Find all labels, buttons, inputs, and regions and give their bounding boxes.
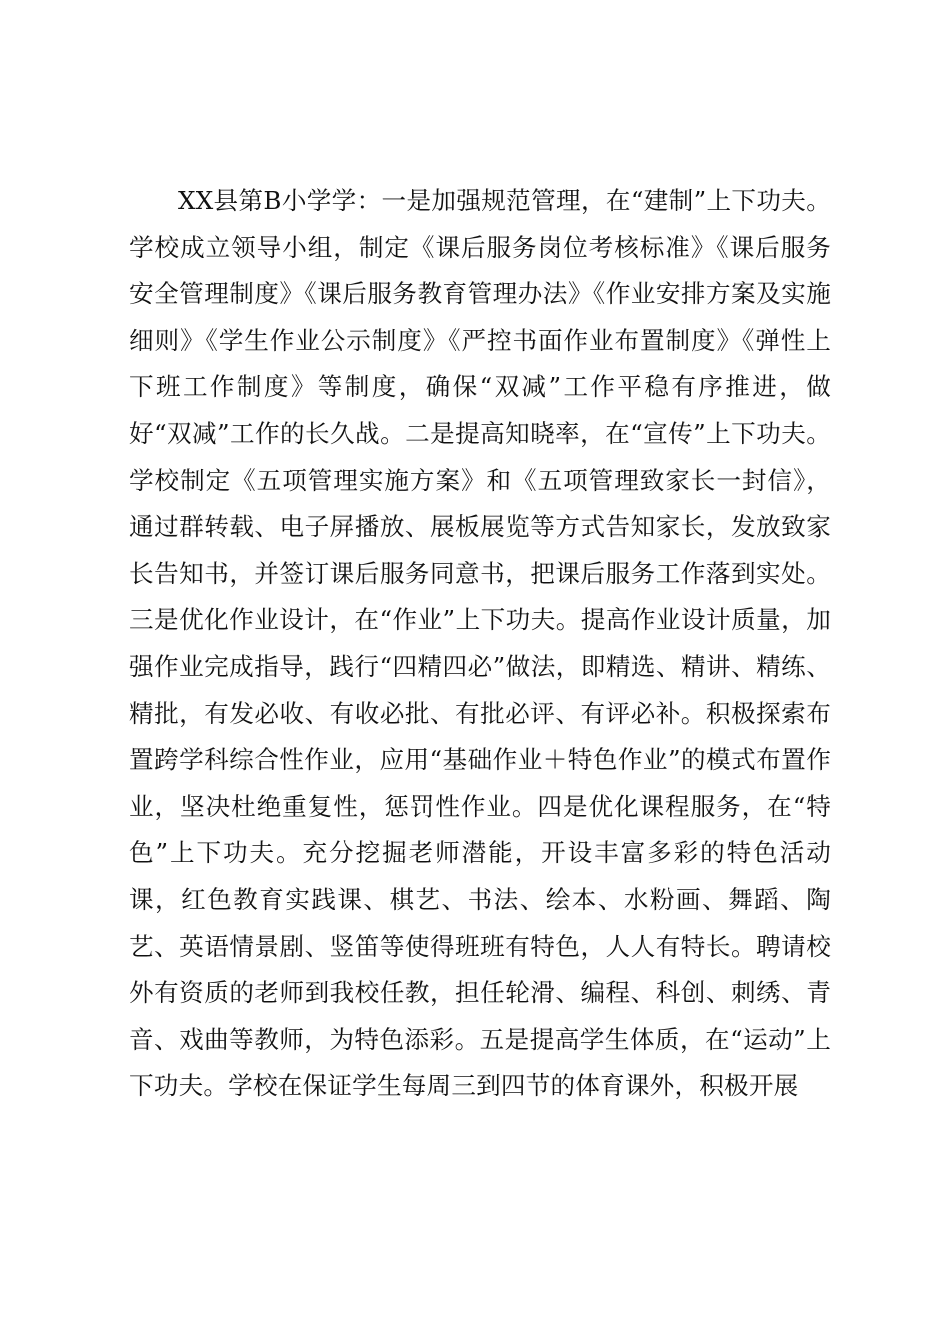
- body-paragraph: XX县第B小学学：一是加强规范管理，在“建制”上下功夫。学校成立领导小组，制定《课后服务岗位考核标准》《课后服务安全管理制度》《课后服务教育管理办法》《作业安排方案及实施细则》《学生作业公示制度》《严控书面作业布置制度》《弹性上下班工作制度》等制度，确保“双减”工作平稳有序推进，做好“双减”工作的长久战。二是提高知晓率，在“宣传”上下功夫。学校制定《五项管理实施方案》和《五项管理致家长一封信》，通过群转载、电子屏播放、展板展览等方式告知家长，发放致家长告知书，并签订课后服务同意书，把课后服务工作落到实处。三是优化作业设计，在“作业”上下功夫。提高作业设计质量，加强作业完成指导，践行“四精四必”做法，即精选、精讲、精练、精批，有发必收、有收必批、有批必评、有评必补。积极探索布置跨学科综合性作业，应用“基础作业＋特色作业”的模式布置作业，坚决杜绝重复性，惩罚性作业。四是优化课程服务，在“特色”上下功夫。充分挖掘老师潜能，开设丰富多彩的特色活动课，红色教育实践课、棋艺、书法、绘本、水粉画、舞蹈、陶艺、英语情景剧、竖笛等使得班班有特色，人人有特长。聘请校外有资质的老师到我校任教，担任轮滑、编程、科创、刺绣、青音、戏曲等教师，为特色添彩。五是提高学生体质，在“运动”上下功夫。学校在保证学生每周三到四节的体育课外，积极开展: [129, 186, 831, 1101]
